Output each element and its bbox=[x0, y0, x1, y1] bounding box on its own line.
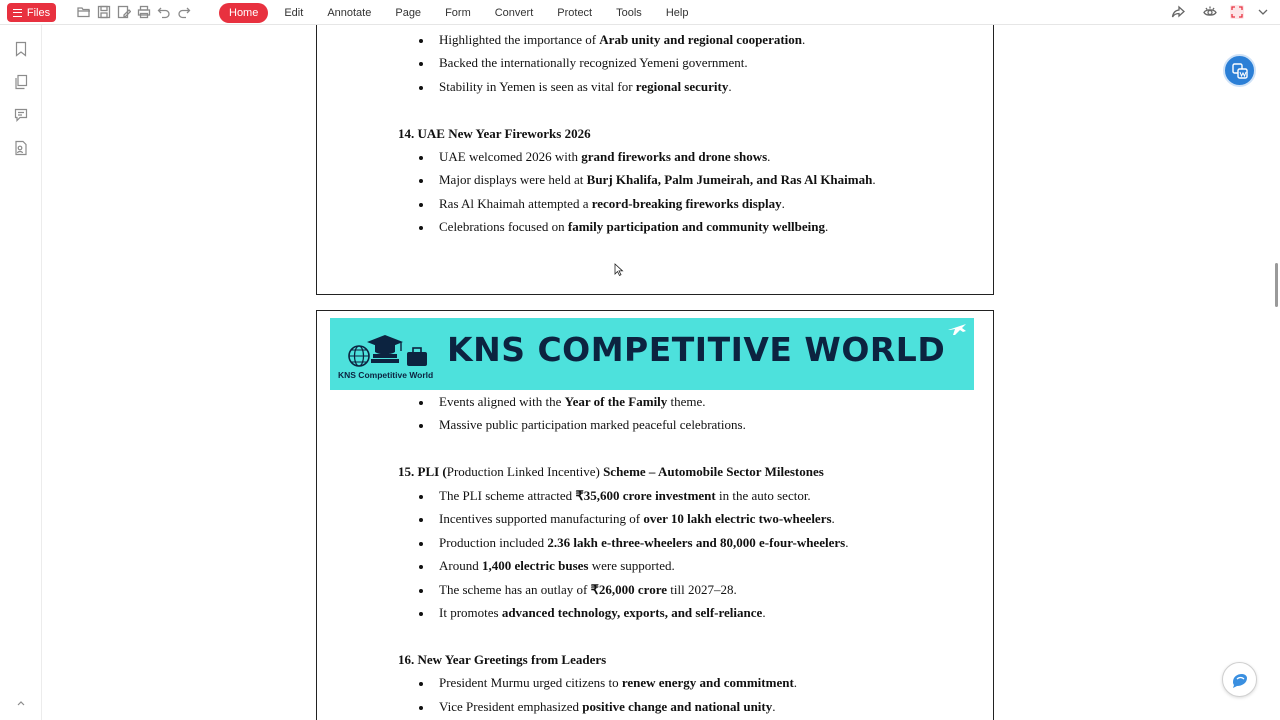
top-toolbar bbox=[0, 0, 1280, 25]
section-heading: 14. UAE New Year Fireworks 2026 bbox=[398, 126, 591, 141]
bullet-icon bbox=[419, 706, 423, 710]
menu-tools[interactable]: Tools bbox=[616, 6, 642, 19]
bullet-text: President Murmu urged citizens to renew energy and commitment. bbox=[439, 675, 798, 690]
bullet-text: UAE welcomed 2026 with grand fireworks and drone shows. bbox=[439, 149, 771, 164]
menu-annotate[interactable]: Annotate bbox=[327, 6, 372, 19]
fullscreen-icon[interactable] bbox=[1230, 5, 1244, 19]
bullet-icon bbox=[419, 542, 423, 546]
bullet-text: Production included 2.36 lakh e-three-wheelers and 80,000 e-four-wheelers. bbox=[439, 535, 849, 550]
menu-help[interactable]: Help bbox=[665, 6, 689, 19]
bullet-text: Events aligned with the Year of the Family theme. bbox=[439, 394, 706, 409]
bullet-icon bbox=[419, 424, 423, 428]
signature-panel-icon[interactable] bbox=[14, 140, 28, 156]
bullet-text: Massive public participation marked peaceful celebrations. bbox=[439, 417, 746, 432]
bullet-icon bbox=[419, 39, 423, 43]
ai-assistant-icon bbox=[1230, 670, 1250, 690]
menu-home[interactable]: Home bbox=[219, 3, 268, 23]
airplane-icon bbox=[946, 320, 968, 338]
bullet-icon bbox=[419, 226, 423, 230]
thumbnails-icon[interactable] bbox=[14, 74, 28, 90]
chevron-up-icon[interactable] bbox=[14, 695, 28, 711]
translate-icon bbox=[1231, 62, 1249, 80]
bullet-text: Major displays were held at Burj Khalifa, Palm Jumeirah, and Ras Al Khaimah. bbox=[439, 172, 876, 187]
bullet-icon bbox=[419, 62, 423, 66]
files-button[interactable] bbox=[7, 3, 56, 22]
bullet-icon bbox=[419, 401, 423, 405]
undo-icon[interactable] bbox=[157, 5, 171, 19]
banner-image bbox=[330, 318, 974, 390]
menu-page[interactable]: Page bbox=[395, 6, 422, 19]
bullet-icon bbox=[419, 495, 423, 499]
chevron-down-icon[interactable] bbox=[1256, 5, 1270, 19]
ai-assistant-button[interactable] bbox=[1222, 662, 1257, 697]
bullet-icon bbox=[419, 203, 423, 207]
redo-icon[interactable] bbox=[177, 5, 191, 19]
comments-icon[interactable] bbox=[14, 107, 28, 123]
bullet-icon bbox=[419, 518, 423, 522]
kns-logo-icon bbox=[345, 332, 435, 372]
save-icon[interactable] bbox=[97, 5, 111, 19]
hamburger-icon bbox=[13, 9, 22, 17]
view-mode-icon[interactable] bbox=[1203, 5, 1217, 19]
bullet-text: Stability in Yemen is seen as vital for regional security. bbox=[439, 79, 732, 94]
files-label: Files bbox=[26, 6, 51, 19]
menu-protect[interactable]: Protect bbox=[557, 6, 593, 19]
share-icon[interactable] bbox=[1171, 5, 1185, 19]
bullet-icon bbox=[419, 682, 423, 686]
pdf-page bbox=[316, 25, 994, 295]
bullet-text: Highlighted the importance of Arab unity and regional cooperation. bbox=[439, 32, 806, 47]
save-as-icon[interactable] bbox=[117, 5, 131, 19]
bullet-icon bbox=[419, 612, 423, 616]
bullet-icon bbox=[419, 179, 423, 183]
menu-convert[interactable]: Convert bbox=[494, 6, 534, 19]
banner-title: KNS COMPETITIVE WORLD bbox=[447, 330, 946, 369]
print-icon[interactable] bbox=[137, 5, 151, 19]
bullet-text: The scheme has an outlay of ₹26,000 crore till 2027–28. bbox=[439, 582, 737, 597]
bullet-icon bbox=[419, 156, 423, 160]
mouse-cursor-icon bbox=[614, 263, 624, 277]
vertical-scrollbar[interactable] bbox=[1275, 263, 1278, 307]
pdf-page bbox=[316, 310, 994, 720]
translate-button[interactable] bbox=[1223, 54, 1256, 87]
document-viewport[interactable] bbox=[43, 25, 1275, 720]
bullet-icon bbox=[419, 565, 423, 569]
bullet-text: It promotes advanced technology, exports, and self-reliance. bbox=[439, 605, 766, 620]
menu-form[interactable]: Form bbox=[445, 6, 471, 19]
bullet-text: Around 1,400 electric buses were supported. bbox=[439, 558, 675, 573]
bullet-text: Celebrations focused on family participation and community wellbeing. bbox=[439, 219, 829, 234]
section-heading: 16. New Year Greetings from Leaders bbox=[398, 652, 607, 667]
bullet-icon bbox=[419, 86, 423, 90]
main-menu bbox=[219, 0, 712, 25]
bullet-text: Incentives supported manufacturing of over 10 lakh electric two-wheelers. bbox=[439, 511, 835, 526]
open-folder-icon[interactable] bbox=[77, 5, 91, 19]
banner-subtitle: KNS Competitive World bbox=[338, 370, 434, 380]
menu-edit[interactable]: Edit bbox=[284, 6, 304, 19]
bullet-text: Backed the internationally recognized Yemeni government. bbox=[439, 55, 748, 70]
bookmark-icon[interactable] bbox=[14, 41, 28, 57]
bullet-text: The PLI scheme attracted ₹35,600 crore investment in the auto sector. bbox=[439, 488, 811, 503]
bullet-icon bbox=[419, 589, 423, 593]
left-sidebar bbox=[0, 25, 42, 720]
section-heading: 15. PLI (Production Linked Incentive) Scheme – Automobile Sector Milestones bbox=[398, 464, 824, 479]
bullet-text: Vice President emphasized positive change and national unity. bbox=[439, 699, 776, 714]
bullet-text: Ras Al Khaimah attempted a record-breaking fireworks display. bbox=[439, 196, 785, 211]
